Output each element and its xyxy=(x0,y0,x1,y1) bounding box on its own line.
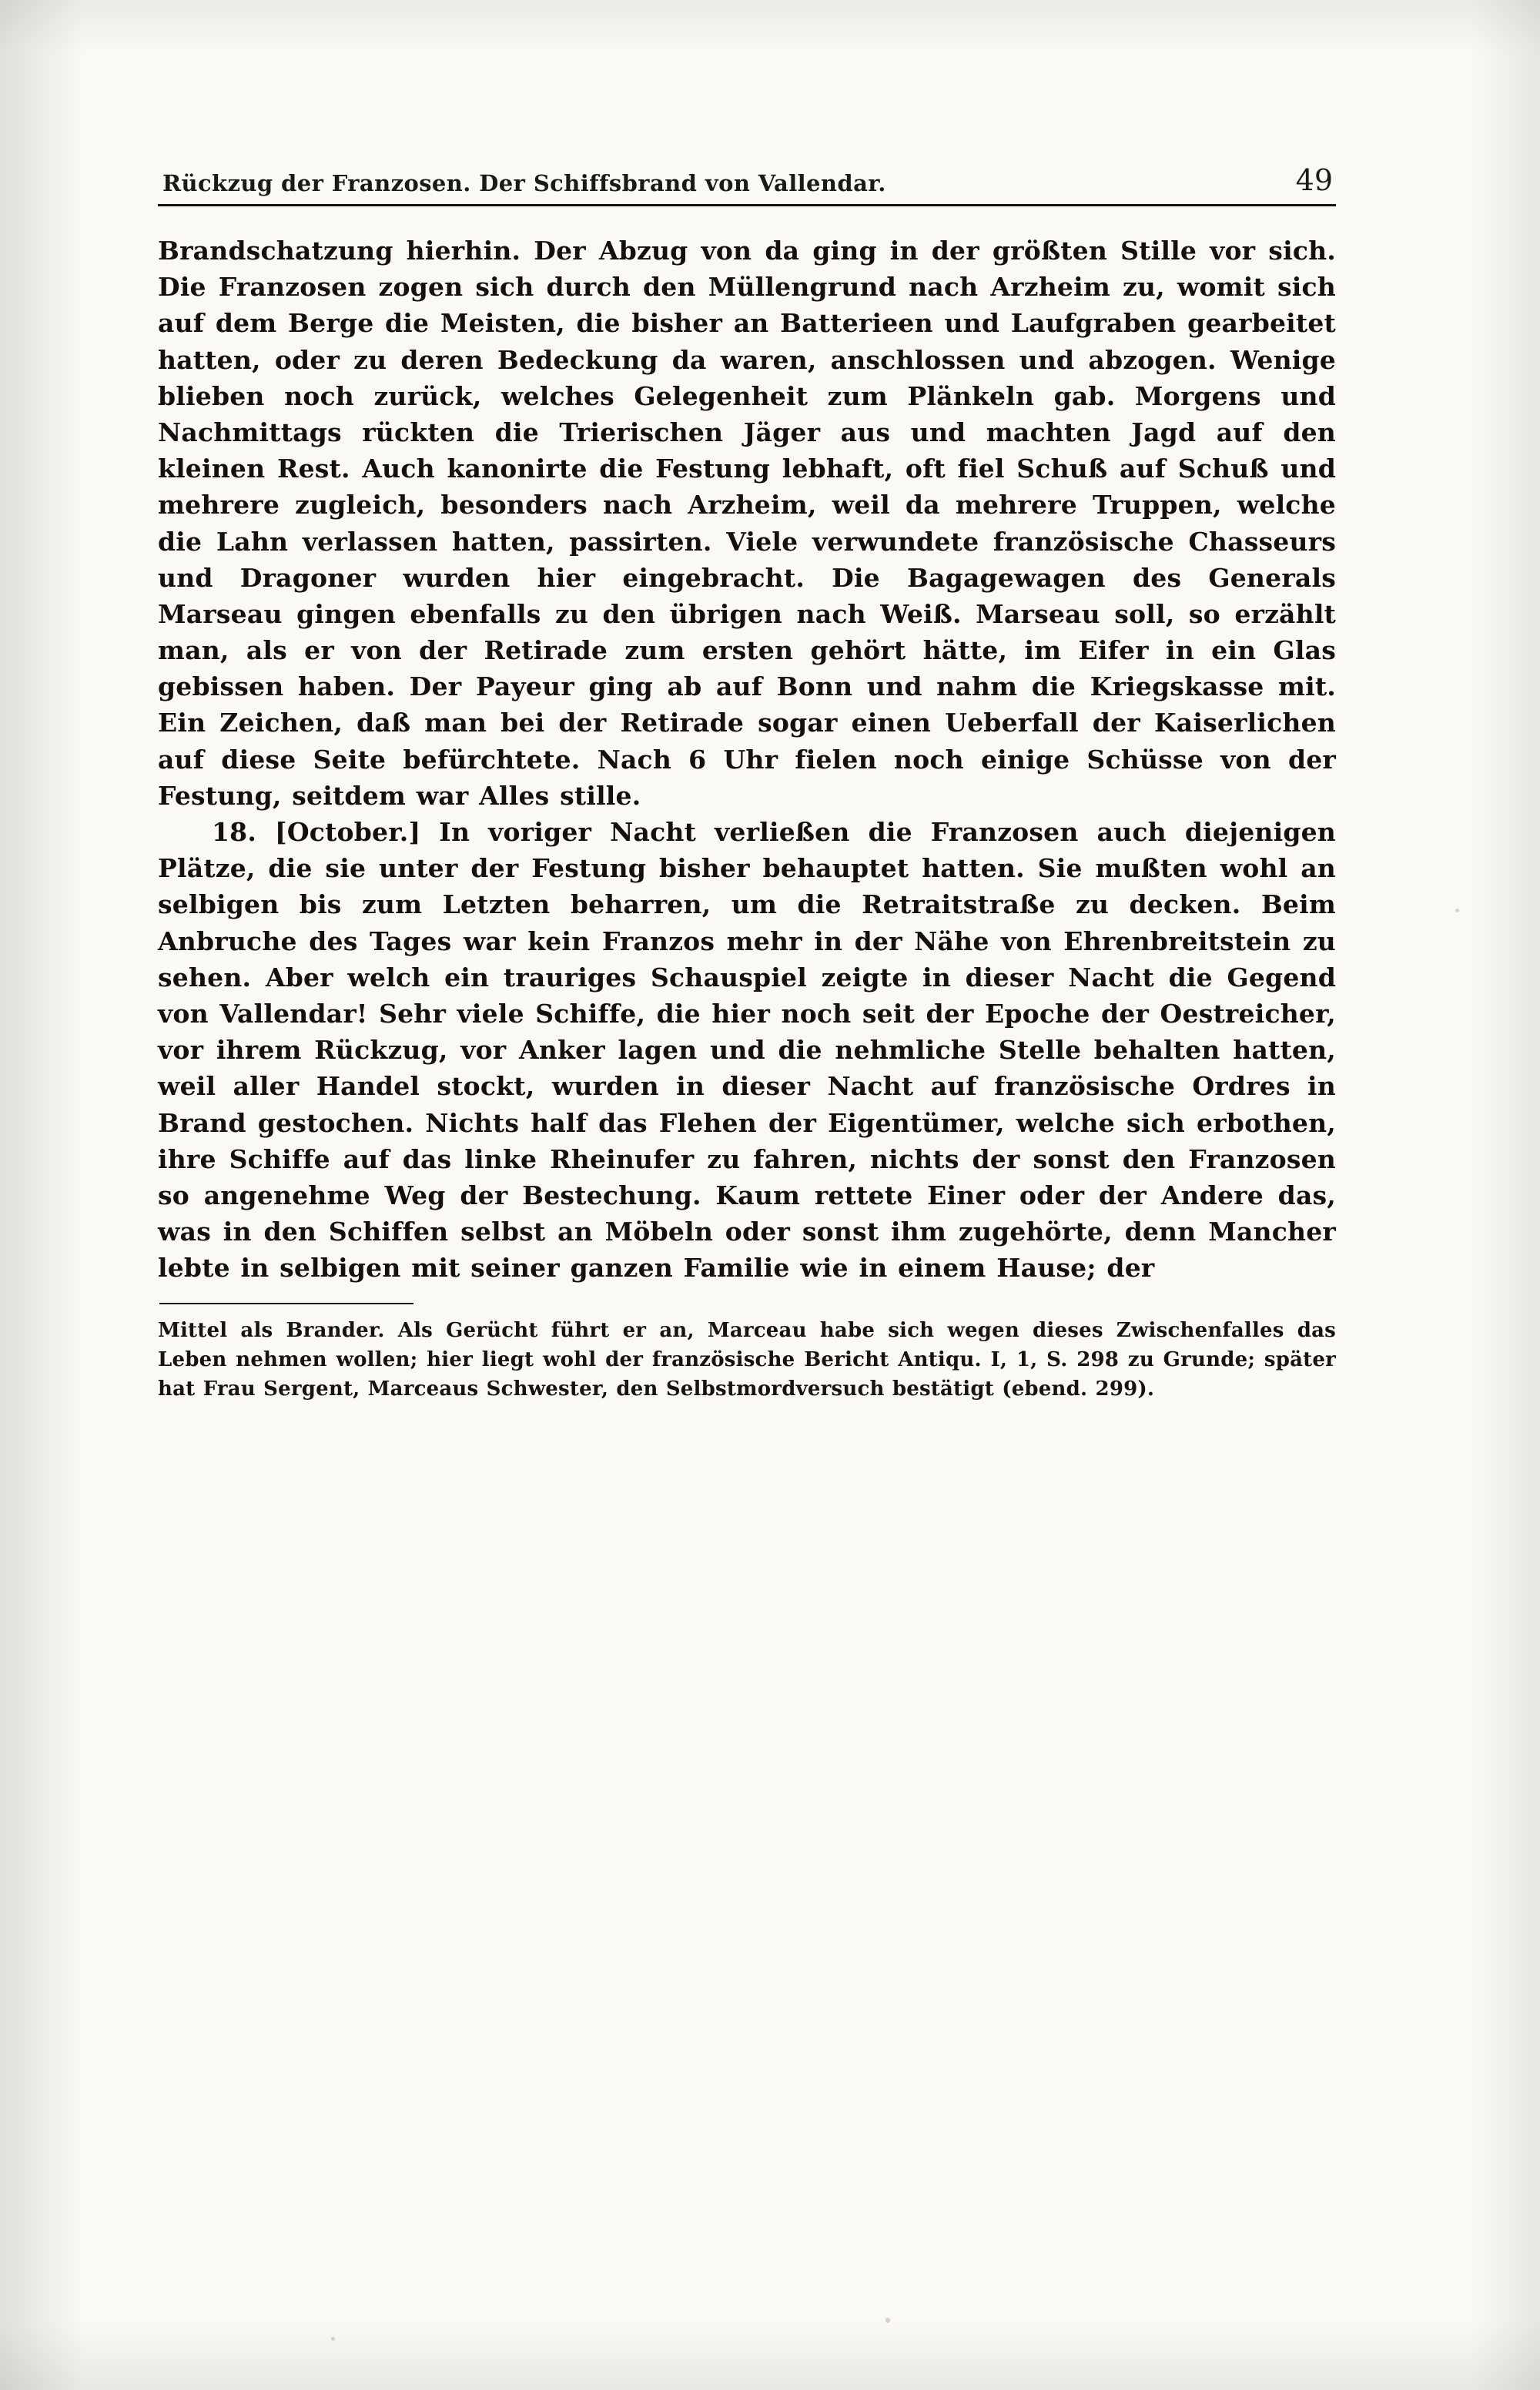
running-head xyxy=(158,163,1336,204)
footnote-separator xyxy=(159,1303,413,1304)
header-rule xyxy=(158,204,1336,206)
body-text xyxy=(158,233,1336,1286)
paper-speck xyxy=(331,2337,335,2341)
paper-speck xyxy=(886,2318,890,2323)
footnote xyxy=(158,1317,1336,1404)
paragraph-1: Brandschatzung hierhin. Der Abzug von da ging in der größten Stille vor sich. Die Franzosen zogen sich durch den Müllengrund nach Arzheim zu, womit sich auf dem Berge die Meisten, die bisher an Batterieen und Laufgraben gearbeitet hatten, oder zu deren Bedeckung da waren, anschlossen und abzogen. Wenige blieben noch zurück, welches Gelegenheit zum Plänkeln gab. Morgens und Nachmittags rückten die Trierischen Jäger aus und machten Jagd auf den kleinen Rest. Auch kanonirte die Festung lebhaft, oft fiel Schuß auf Schuß und mehrere zugleich, besonders nach Arzheim, weil da mehrere Truppen, welche die Lahn verlassen hatten, passirten. Viele verwundete französische Chasseurs und Dragoner wurden hier eingebracht. Die Bagagewagen des Generals Marseau gingen ebenfalls zu den übrigen nach Weiß. Marseau soll, so erzählt man, als er von der Retirade zum ersten gehört hätte, im Eifer in ein Glas gebissen haben. Der Payeur ging ab auf Bonn und nahm die Kriegskasse mit. Ein Zeichen, daß man bei der Retirade sogar einen Ueberfall der Kaiserlichen auf diese Seite befürchtete. Nach 6 Uhr fielen noch einige Schüsse von der Festung, seitdem war Alles stille. xyxy=(158,236,1336,811)
running-head-title: Rückzug der Franzosen. Der Schiffsbrand von Vallendar. xyxy=(162,170,886,196)
footnote-text: Mittel als Brander. Als Gerücht führt er an, Marceau habe sich wegen dieses Zwischenfalles das Leben nehmen wollen; hier liegt wohl der französische Bericht Antiqu. I, 1, S. 298 zu Grunde; später hat Frau Sergent, Marceaus Schwester, den Selbstmordversuch bestätigt (ebend. 299). xyxy=(158,1319,1336,1401)
paragraph-2: 18. [October.] In voriger Nacht verließen die Franzosen auch diejenigen Plätze, die sie unter der Festung bisher behauptet hatten. Sie mußten wohl an selbigen bis zum Letzten beharren, um die Retraitstraße zu decken. Beim Anbruche des Tages war kein Franzos mehr in der Nähe von Ehrenbreitstein zu sehen. Aber welch ein trauriges Schauspiel zeigte in dieser Nacht die Gegend von Vallendar! Sehr viele Schiffe, die hier noch seit der Epoche der Oestreicher, vor ihrem Rückzug, vor Anker lagen und die nehmliche Stelle behalten hatten, weil aller Handel stockt, wurden in dieser Nacht auf französische Ordres in Brand gestochen. Nichts half das Flehen der Eigentümer, welche sich erbothen, ihre Schiffe auf das linke Rheinufer zu fahren, nichts der sonst den Franzosen so angenehme Weg der Bestechung. Kaum rettete Einer oder der Andere das, was in den Schiffen selbst an Möbeln oder sonst ihm zugehörte, denn Mancher lebte in selbigen mit seiner ganzen Familie wie in einem Hause; der xyxy=(158,817,1336,1284)
page-content xyxy=(158,163,1336,1404)
paper-speck xyxy=(1455,909,1459,912)
page-number: 49 xyxy=(1295,163,1333,197)
